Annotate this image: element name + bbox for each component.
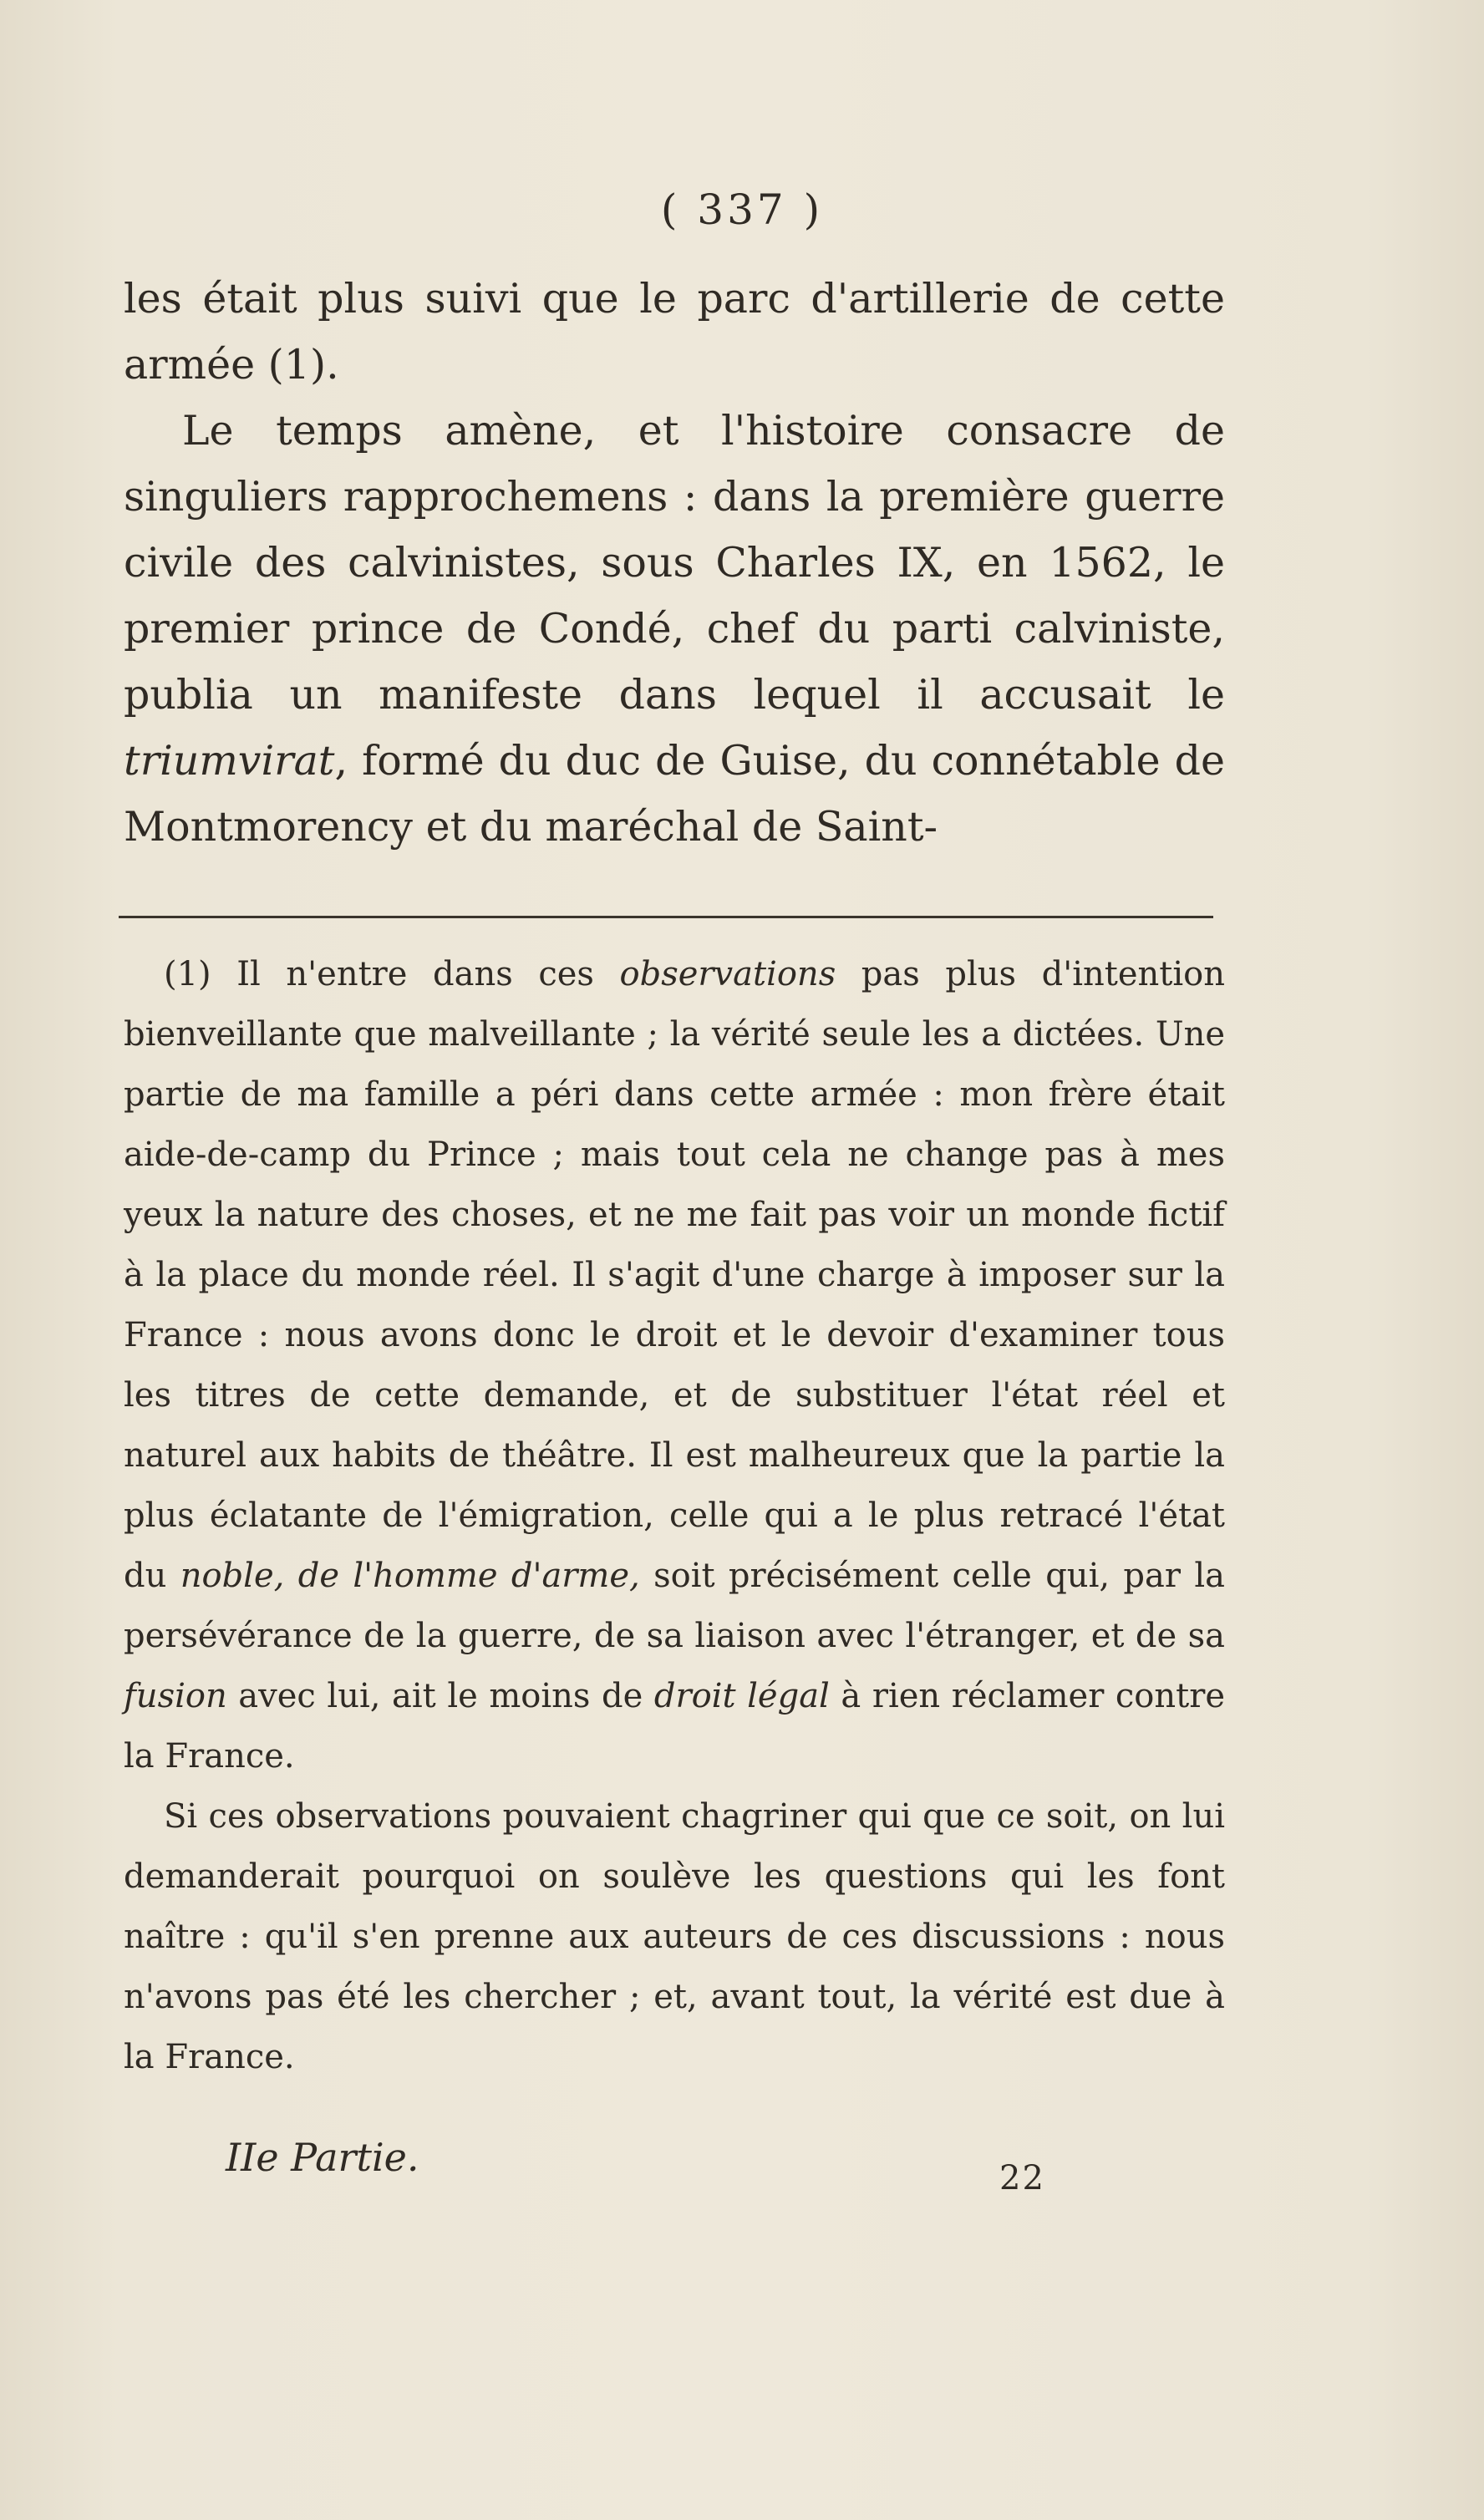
- signature-mark: IIe Partie.: [226, 2135, 419, 2180]
- page-number: ( 337 ): [660, 185, 824, 234]
- footnote-text: pas plus d'intention bienveillante que malveillante ; la vérité seule les a dictées. Une partie de ma famille a péri dans cette armée : mon frère était aide-de-camp du Prince ; mais tout cela ne change pas à mes yeux la nature des choses, et ne me fait pas voir un monde fictif à la place du monde réel. Il s'agit d'une charge à imposer sur la France : nous avons donc le droit et le devoir d'examiner tous les titres de cette demande, et de substituer l'état réel et naturel aux habits de théâtre. Il est malheureux que la partie la plus éclatante de l'émigration, celle qui a le plus retracé l'état du: [124, 955, 1225, 1595]
- footnotes: [124, 944, 1225, 2087]
- footnote-emphasis: fusion: [124, 1677, 227, 1715]
- footnote-emphasis: droit légal: [653, 1677, 830, 1715]
- paragraph-continuation: les était plus suivi que le parc d'artillerie de cette armée (1).: [124, 275, 1225, 389]
- footnote-1: [124, 944, 1225, 1786]
- paragraph-text-before: Le temps amène, et l'histoire consacre de singuliers rapprochemens : dans la première guerre civile des calvinistes, sous Charles IX, en 1562, le premier prince de Condé, chef du parti calviniste, publia un manifeste dans lequel il accusait le: [124, 407, 1225, 719]
- sheet-number: 22: [999, 2159, 1045, 2197]
- footnote-emphasis: noble, de l'homme d'arme,: [180, 1557, 640, 1595]
- footnote-2: Si ces observations pouvaient chagriner qui que ce soit, on lui demanderait pourquoi on soulève les questions qui les font naître : qu'il s'en prenne aux auteurs de ces discussions : nous n'avons pas été les chercher ; et, avant tout, la vérité est due à la France.: [124, 1797, 1225, 2076]
- emphasis-triumvirat: triumvirat: [124, 737, 335, 785]
- footnote-text: à rien réclamer contre la France.: [124, 1677, 1225, 1776]
- footnote-emphasis: observations: [619, 955, 836, 993]
- paragraph-text-after: , formé du duc de Guise, du connétable de Montmorency et du maréchal de Saint-: [124, 737, 1225, 851]
- main-text: [124, 266, 1225, 860]
- footnote-text: soit précisément celle qui, par la persévérance de la guerre, de sa liaison avec l'étranger, et de sa: [124, 1557, 1225, 1655]
- paragraph-rapprochemens: [124, 398, 1225, 860]
- footnote-divider: [119, 916, 1213, 918]
- footnote-text: (1) Il n'entre dans ces: [164, 955, 620, 993]
- footnote-text: avec lui, ait le moins de: [226, 1677, 654, 1715]
